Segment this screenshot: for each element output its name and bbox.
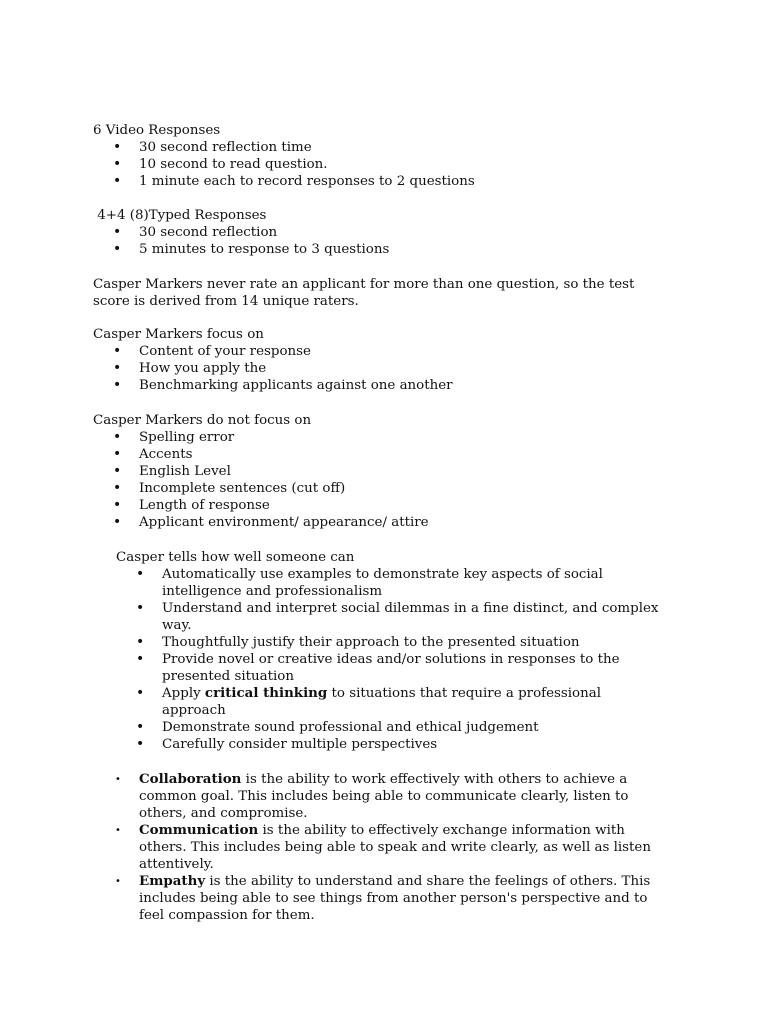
skill-empathy (93, 873, 673, 924)
typed-responses-heading: 4+4 (8)Typed Responses (93, 208, 267, 223)
raters-section (93, 276, 673, 310)
list-item: • Accents (93, 446, 693, 463)
typed-responses-list (93, 224, 693, 258)
skill-description: is the ability to effectively exchange information with others. This includes being able to speak and write clearly, as well as listen attentively. (139, 823, 651, 872)
video-responses-section (93, 122, 693, 190)
focus-list (93, 343, 693, 394)
casper-tells-section (116, 549, 686, 753)
critical-thinking-term: critical thinking (204, 685, 328, 701)
list-item: • 5 minutes to response to 3 questions (93, 241, 693, 258)
list-item: • Automatically use examples to demonstrate key aspects of social intelligence and professionalism (116, 566, 664, 600)
skill-communication (93, 822, 673, 873)
skill-term: Communication (139, 822, 259, 838)
list-item: • Carefully consider multiple perspectives (116, 736, 664, 753)
not-focus-list (93, 429, 693, 531)
critical-before: Apply (162, 686, 205, 701)
skills-section (93, 771, 673, 924)
list-item: • English Level (93, 463, 693, 480)
focus-heading: Casper Markers focus on (93, 327, 264, 342)
skill-term: Empathy (139, 873, 206, 889)
list-item: • Length of response (93, 497, 693, 514)
skill-term: Collaboration (139, 771, 242, 787)
list-item: • How you apply the (93, 360, 693, 377)
not-focus-section (93, 412, 693, 531)
list-item: • Thoughtfully justify their approach to the presented situation (116, 634, 664, 651)
list-item: • Provide novel or creative ideas and/or solutions in responses to the presented situation (116, 651, 664, 685)
list-item: • Benchmarking applicants against one another (93, 377, 693, 394)
skill-description: is the ability to understand and share the feelings of others. This includes being able to see things from another person's perspective and to feel compassion for them. (139, 874, 651, 923)
list-item: • Incomplete sentences (cut off) (93, 480, 693, 497)
list-item: • 30 second reflection (93, 224, 693, 241)
list-item: • Applicant environment/ appearance/ attire (93, 514, 693, 531)
skills-list (93, 771, 673, 924)
not-focus-heading: Casper Markers do not focus on (93, 413, 312, 428)
raters-paragraph: Casper Markers never rate an applicant for more than one question, so the test score is derived from 14 unique raters. (93, 277, 635, 309)
skill-collaboration (93, 771, 673, 822)
casper-tells-heading: Casper tells how well someone can (116, 550, 355, 565)
list-item (116, 685, 664, 719)
critical-after: to situations that require a professional approach (162, 686, 602, 718)
casper-tells-list (116, 566, 664, 753)
video-responses-heading: 6 Video Responses (93, 123, 221, 138)
skill-description: is the ability to work effectively with others to achieve a common goal. This includes being able to communicate clearly, listen to others, and compromise. (139, 772, 629, 821)
focus-section (93, 326, 693, 394)
list-item: • 30 second reflection time (93, 139, 693, 156)
list-item: • 1 minute each to record responses to 2 questions (93, 173, 693, 190)
typed-responses-section (93, 207, 693, 258)
list-item: • Demonstrate sound professional and ethical judgement (116, 719, 664, 736)
video-responses-list (93, 139, 693, 190)
list-item: • Understand and interpret social dilemmas in a fine distinct, and complex way. (116, 600, 664, 634)
list-item: • Spelling error (93, 429, 693, 446)
list-item: • Content of your response (93, 343, 693, 360)
list-item: • 10 second to read question. (93, 156, 693, 173)
